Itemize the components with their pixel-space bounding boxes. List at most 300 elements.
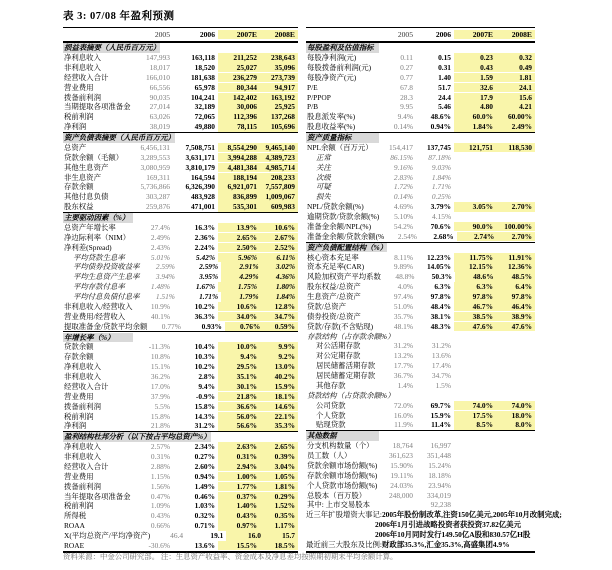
notes-row — [306, 510, 562, 520]
note-label: 最近前三大股东及比例: — [306, 539, 382, 549]
row-label: 营业费用/经营收入 — [64, 311, 126, 321]
data-row — [306, 312, 535, 322]
cell-2006: 104,241 — [190, 92, 215, 102]
row-label: 拨备前利润 — [64, 401, 101, 411]
note-content — [306, 520, 521, 530]
cell-2006: 38.1% — [430, 311, 451, 321]
row-label: 净边际利率（NIM） — [64, 232, 131, 242]
cell-2007e: 80,344 — [218, 83, 260, 93]
cell-2006: 0.25% — [431, 192, 451, 202]
cell-2008e: 48.5% — [496, 272, 535, 282]
cell-2007e: 2.63% — [218, 442, 260, 452]
cell-2006: 10.4% — [194, 342, 215, 352]
data-row — [306, 351, 535, 361]
cell-2005: 147,993 — [145, 53, 170, 63]
cell-2005: -11.3% — [148, 342, 170, 352]
column-header: 2006 — [199, 29, 215, 39]
cell-2008e: 8.0% — [496, 420, 535, 430]
cell-2006: 36.3% — [194, 311, 215, 321]
row-label: NPL/贷款余额(%) — [307, 202, 364, 212]
cell-2006: 50.3% — [431, 272, 452, 282]
cell-2005: 2.43% — [150, 242, 170, 252]
cell-2005: 18,017 — [149, 62, 170, 72]
cell-2005: 31.2% — [393, 341, 413, 351]
data-row — [306, 391, 535, 401]
row-label: 平均债券投资收益率 — [73, 262, 140, 272]
section-row — [306, 42, 535, 53]
cell-2006: 2.59% — [199, 262, 219, 272]
cell-2005: 1.15% — [150, 471, 170, 481]
data-row — [63, 202, 298, 212]
cell-2006: 0.46% — [194, 491, 215, 501]
cell-2008e: 1.81% — [260, 482, 298, 492]
cell-2006: 15.8% — [194, 401, 215, 411]
row-label: 贷款/总资产 — [307, 301, 347, 311]
cell-2005: 0.43% — [150, 511, 170, 521]
data-row — [63, 521, 298, 531]
row-label: 风险加权资产平均系数 — [307, 272, 381, 282]
cell-2006: 1.84% — [431, 172, 451, 182]
cell-2005: 5.01% — [150, 252, 170, 262]
row-label: 次级 — [316, 172, 331, 182]
cell-2005: 17.0% — [150, 381, 170, 391]
cell-2006: 1.67% — [195, 282, 215, 292]
cell-2007e: 2.50% — [218, 243, 260, 253]
row-label: P/B — [307, 102, 319, 112]
cell-2006: 334,019 — [426, 490, 451, 500]
cell-2006: 23.94% — [428, 480, 451, 490]
row-label: NPL余额（百万元） — [307, 142, 373, 152]
data-row — [63, 362, 298, 372]
row-label: 拨备前利润 — [64, 92, 101, 102]
cell-2008e: 2.52% — [260, 243, 298, 253]
cell-2005: 1.4% — [397, 380, 413, 390]
data-row — [63, 501, 298, 511]
cell-2005: 0.31% — [150, 452, 170, 462]
column-header: 2008E — [260, 30, 298, 40]
table-title: 表 3: 07/08 年盈利预测 — [63, 11, 175, 22]
cell-2005: 154,417 — [388, 142, 413, 152]
cell-2008e: 1.80% — [260, 282, 298, 292]
cell-2008e: 9.9% — [260, 342, 298, 352]
cell-2006: 10.2% — [194, 362, 215, 372]
cell-2007e: 12.15% — [454, 262, 496, 272]
cell-2007e: 17.9 — [454, 93, 496, 103]
cell-2008e: 118,530 — [496, 143, 535, 153]
data-row — [63, 292, 298, 302]
cell-2006: 5.46 — [438, 102, 451, 112]
data-row — [306, 202, 535, 212]
cell-2006: 0.15 — [438, 53, 451, 63]
row-label: P/E — [307, 82, 318, 92]
data-row — [306, 461, 535, 471]
cell-2005: 361,623 — [388, 451, 413, 461]
cell-2007e: 0.97% — [218, 521, 260, 531]
cell-2006: 31.2% — [194, 421, 215, 431]
data-row — [306, 331, 535, 341]
row-label: 贴现贷款 — [316, 420, 346, 430]
row-label: 净利差(Spread) — [64, 242, 112, 252]
data-row — [63, 491, 298, 501]
cell-2005: 303,287 — [145, 192, 170, 202]
cell-2006: 14.05% — [426, 262, 451, 272]
cell-2008e: 1.05% — [260, 472, 298, 482]
data-row — [63, 452, 298, 462]
cell-2008e: 1.17% — [260, 521, 298, 531]
cell-2008e: 4,985,714 — [260, 163, 298, 173]
cell-2005: 5,736,866 — [140, 182, 170, 192]
cell-2005: 18,764 — [392, 441, 413, 451]
cell-2006: 48.6% — [430, 112, 451, 122]
row-label: 总资产年增长率 — [64, 222, 116, 232]
cell-2005: 2.83% — [393, 172, 413, 182]
row-label: 营业费用 — [64, 391, 94, 401]
cell-2008e: 609,983 — [260, 202, 298, 212]
data-row — [306, 143, 535, 153]
cell-2005: 3,289,553 — [140, 152, 170, 162]
data-row — [306, 410, 535, 420]
column-header: 2007E — [454, 30, 496, 40]
cell-2008e: 0.35% — [260, 511, 298, 521]
cell-2005: 9.89% — [393, 262, 413, 272]
row-label: 平均生息资产生息率 — [73, 272, 140, 282]
cell-2007e: 1.77% — [218, 482, 260, 492]
row-label: 关注 — [316, 162, 331, 172]
cell-2007e: 90.0% — [454, 222, 496, 232]
row-label: 平均贷款生息率 — [73, 252, 125, 262]
cell-2007e: 1.59 — [454, 73, 496, 83]
row-label: 净利润 — [64, 122, 87, 132]
data-row — [306, 182, 535, 192]
row-label: 资本充足率(CAR) — [307, 262, 365, 272]
data-row — [63, 472, 298, 482]
section-row — [63, 132, 298, 143]
cell-2005: 1.72% — [393, 182, 413, 192]
cell-2008e: 2.49% — [496, 122, 535, 132]
cell-2007e: 17.5% — [454, 411, 496, 421]
cell-2008e: 6.4% — [496, 282, 535, 292]
cell-2007e: 1.40% — [218, 501, 260, 511]
row-label: 非利息收入 — [64, 62, 101, 72]
cell-2005: 63,026 — [149, 112, 170, 122]
column-header: 2006 — [435, 29, 451, 39]
cell-2006: 15.24% — [428, 460, 451, 470]
cell-2006: 51.7 — [438, 82, 451, 92]
cell-2005: 90,035 — [149, 92, 170, 102]
data-row — [306, 381, 535, 391]
cell-2007e: 30,006 — [218, 102, 260, 112]
cell-2005: 38,019 — [149, 122, 170, 132]
cell-2006: 2.34% — [194, 442, 215, 452]
row-label: 存款余额 — [64, 352, 94, 362]
cell-2006: 15.9% — [430, 410, 451, 420]
cell-2005: 19.11% — [390, 470, 413, 480]
section-row — [306, 430, 535, 441]
cell-2007e: 15.5% — [218, 541, 260, 551]
cell-2008e: 18.1% — [260, 392, 298, 402]
row-label: 每股拨备前利润(元) — [307, 62, 372, 72]
cell-2008e: 1.52% — [260, 501, 298, 511]
cell-2008e: 0.39% — [260, 452, 298, 462]
cell-2005: 9.95 — [400, 102, 413, 112]
cell-2005: 36.2% — [150, 372, 170, 382]
cell-2007e: 21.8% — [218, 392, 260, 402]
cell-2007e: 121,751 — [454, 143, 496, 153]
cell-2007e: 38.5% — [454, 312, 496, 322]
data-row — [306, 102, 535, 112]
data-row — [306, 53, 535, 63]
data-row — [63, 83, 298, 93]
cell-2008e: 0.29% — [260, 492, 298, 502]
cell-2008e: 0.32 — [496, 53, 535, 63]
row-label: 经营收入合计 — [64, 461, 109, 471]
row-label: 经营收入合计 — [64, 381, 109, 391]
cell-2005: 10.8% — [150, 352, 170, 362]
data-row — [63, 163, 298, 173]
cell-2006: 70.6% — [430, 221, 451, 231]
data-row — [63, 541, 298, 551]
note-text: 2005年股份制改革,注资150亿美元,2005年10月改制完成; — [381, 510, 562, 520]
section-label: 盈利结构杜邦分析（以下按占平均总资产%） — [64, 432, 211, 442]
cell-2006: 11.4% — [431, 420, 451, 430]
row-label: 税前利润 — [64, 501, 94, 511]
cell-2008e: 4.21 — [496, 102, 535, 112]
data-row — [306, 282, 535, 292]
data-row — [63, 233, 298, 243]
cell-2005: 5.10% — [394, 212, 414, 222]
cell-2005: 6,456,131 — [140, 142, 170, 152]
row-label: 当年提取各项准备金 — [64, 491, 131, 501]
note-content — [306, 510, 562, 520]
cell-2007e: 97.8% — [454, 292, 496, 302]
cell-2005: 67.8 — [400, 82, 413, 92]
cell-2006: 2.60% — [194, 461, 215, 471]
cell-2007e: 74.0% — [454, 401, 496, 411]
cell-2006: 1.03% — [194, 501, 215, 511]
row-label: 债券投资/总资产 — [307, 311, 361, 321]
section-label: 年增长率（%） — [63, 333, 133, 343]
cell-2006: 3.95% — [199, 272, 219, 282]
cell-2005: 13.2% — [393, 351, 413, 361]
cell-2005: 1.51% — [155, 292, 175, 302]
section-row — [63, 212, 298, 223]
cell-2005: 15.1% — [150, 362, 170, 372]
section-row — [63, 431, 298, 442]
cell-2005: 0.47% — [150, 491, 170, 501]
section-row — [63, 42, 298, 53]
cell-2008e: 13.0% — [260, 362, 298, 372]
cell-2007e: 0.31% — [218, 452, 260, 462]
cell-2008e: 100.00% — [496, 222, 535, 232]
row-label: 非利息收入 — [64, 372, 101, 382]
row-label: 对公定期存款 — [316, 351, 361, 361]
row-label: 每股净资产(元) — [307, 72, 357, 82]
data-row — [306, 262, 535, 272]
cell-2005: 2.57% — [150, 442, 170, 452]
notes-row — [306, 530, 535, 540]
cell-2007e: 13.9% — [218, 223, 260, 233]
cell-2005: 48.1% — [393, 321, 413, 331]
cell-2006: 137,745 — [426, 142, 451, 152]
cell-2005: -30.6% — [148, 540, 170, 550]
cell-2005: 259,876 — [145, 202, 170, 212]
cell-2006: 0.94% — [194, 471, 215, 481]
data-row — [63, 223, 298, 233]
cell-2008e: 137,268 — [260, 112, 298, 122]
cell-2006: 6.3% — [434, 282, 451, 292]
cell-2006: 92,238 — [430, 500, 451, 510]
cell-2006: 163,118 — [191, 53, 215, 63]
cell-2006: 2.8% — [198, 372, 215, 382]
data-row — [306, 153, 535, 163]
row-label: 净利息收入 — [64, 362, 101, 372]
data-row — [306, 302, 535, 312]
section-label: 损益表摘要（人民币百万元） — [64, 43, 161, 53]
cell-2005: 72.0% — [393, 400, 413, 410]
data-row — [63, 102, 298, 112]
cell-2007e: 1.00% — [218, 472, 260, 482]
row-label: 每股净利润(元) — [307, 53, 357, 63]
row-label: 净利息收入 — [64, 442, 101, 452]
row-label: 所得税 — [64, 511, 87, 521]
data-row — [63, 272, 298, 282]
row-label: 个人贷款市场份额(%) — [307, 480, 378, 490]
data-row — [63, 153, 298, 163]
cell-2006: 2.36% — [194, 232, 215, 242]
cell-2006: 12.23% — [426, 252, 451, 262]
notes-row — [306, 520, 535, 530]
cell-2007e: 8.5% — [454, 420, 496, 430]
cell-2006: 97.8% — [430, 292, 451, 302]
row-label: 净利润 — [64, 421, 87, 431]
cell-2007e: 46.7% — [454, 302, 496, 312]
cell-2005: 21.8% — [150, 421, 170, 431]
row-label: 其他付息负债 — [64, 192, 109, 202]
cell-2007e: 2.94% — [218, 462, 260, 472]
cell-2005: 5.5% — [154, 401, 170, 411]
row-label: 生息资产/总资产 — [307, 292, 361, 302]
data-row — [306, 163, 535, 173]
cell-2008e: 35.3% — [260, 421, 298, 431]
data-row — [63, 182, 298, 192]
row-label: 非生息资产 — [64, 172, 101, 182]
data-row — [306, 172, 535, 182]
cell-2005: 17.7% — [393, 361, 413, 371]
cell-2006: 4.15% — [432, 212, 452, 222]
cell-2008e: 105,696 — [260, 122, 298, 132]
section-row — [306, 132, 535, 143]
row-label: 损失 — [316, 192, 331, 202]
data-row — [306, 222, 535, 232]
note-content — [306, 540, 509, 550]
cell-2006: 2.24% — [194, 242, 215, 252]
cell-2007e: 188,194 — [218, 173, 260, 183]
cell-2006: 65,978 — [194, 82, 215, 92]
cell-2007e: 56.0% — [218, 412, 260, 422]
row-label: 总股本（百万股） — [307, 490, 367, 500]
cell-2007e: 4,481,384 — [218, 163, 260, 173]
note-content — [306, 530, 530, 540]
cell-2007e: 0.76% — [225, 322, 263, 332]
row-label: 存款结构（占存款余额%） — [307, 331, 395, 341]
data-row — [63, 92, 298, 102]
cell-2006: 0.31 — [438, 62, 451, 72]
data-row — [63, 342, 298, 352]
data-row — [63, 511, 298, 521]
cell-2007e: 25,027 — [218, 63, 260, 73]
cell-2007e: 78,115 — [218, 122, 260, 132]
column-header: 2007E — [218, 30, 260, 40]
data-row — [63, 482, 298, 492]
data-row — [63, 112, 298, 122]
cell-2006: 1.40 — [438, 72, 451, 82]
row-label: 贷款/存款(不含贴现) — [307, 321, 374, 331]
data-row — [306, 292, 535, 302]
cell-2007e: 34.0% — [218, 312, 260, 322]
cell-2007e: 1.75% — [218, 282, 260, 292]
row-label: 股息派发率(%) — [307, 112, 356, 122]
cell-2007e: 211,252 — [218, 53, 260, 63]
column-header: 2005 — [397, 29, 413, 39]
cell-2007e: 0.43% — [218, 511, 260, 521]
cell-2007e: 236,279 — [218, 73, 260, 83]
row-label: 其他存款 — [316, 380, 346, 390]
cell-2005: 46.4 — [170, 531, 184, 541]
cell-2007e: 2.65% — [218, 233, 260, 243]
data-row — [306, 232, 535, 242]
cell-2005: 4.0% — [397, 282, 413, 292]
cell-2008e: 15.6 — [496, 93, 535, 103]
data-row — [63, 392, 298, 402]
cell-2008e: 40.2% — [260, 372, 298, 382]
cell-2007e: 8,554,290 — [218, 143, 260, 153]
cell-2006: 0.94% — [430, 122, 451, 132]
cell-2005: 97.4% — [393, 292, 413, 302]
cell-2006: 48.4% — [430, 301, 451, 311]
row-label: X(平均总资产/平均净资产) — [64, 531, 151, 541]
cell-2005: 27.4% — [150, 222, 170, 232]
cell-2006: 69.7% — [430, 400, 451, 410]
row-label: 准备金余额/NPL(%) — [307, 221, 372, 231]
cell-2007e: 5.96% — [218, 253, 260, 263]
cell-2007e: 836,899 — [218, 192, 260, 202]
section-row — [63, 331, 298, 342]
data-row — [306, 212, 535, 222]
cell-2006: 32,189 — [194, 102, 215, 112]
table-header-row — [306, 28, 535, 42]
row-label: 其中: 上市交易股本 — [307, 500, 371, 510]
row-label: 个人贷款 — [316, 410, 346, 420]
cell-2005: 9.4% — [397, 112, 413, 122]
row-label: 股东权益/总资产 — [307, 282, 361, 292]
column-header: 2005 — [154, 29, 170, 39]
cell-2005: 3,080,959 — [140, 162, 170, 172]
data-row — [306, 441, 535, 451]
cell-2005: 0.27 — [400, 62, 413, 72]
cell-2005: 51.0% — [393, 301, 413, 311]
note-text: 2006年1月引进战略投资者获投资37.82亿美元 — [375, 520, 521, 530]
cell-2007e: 35.1% — [218, 372, 260, 382]
data-row — [63, 312, 298, 322]
cell-2008e: 2.67% — [260, 233, 298, 243]
cell-2005: 8.11% — [394, 252, 413, 262]
cell-2005: 4.69% — [393, 202, 413, 212]
section-label: 资产负债配置结构（%） — [307, 242, 388, 252]
cell-2008e: 12.8% — [260, 302, 298, 312]
cell-2006: 87.18% — [428, 152, 451, 162]
section-label: 资产负债表摘要（人民币百万元） — [64, 133, 175, 143]
cell-2005: 27,014 — [149, 102, 170, 112]
